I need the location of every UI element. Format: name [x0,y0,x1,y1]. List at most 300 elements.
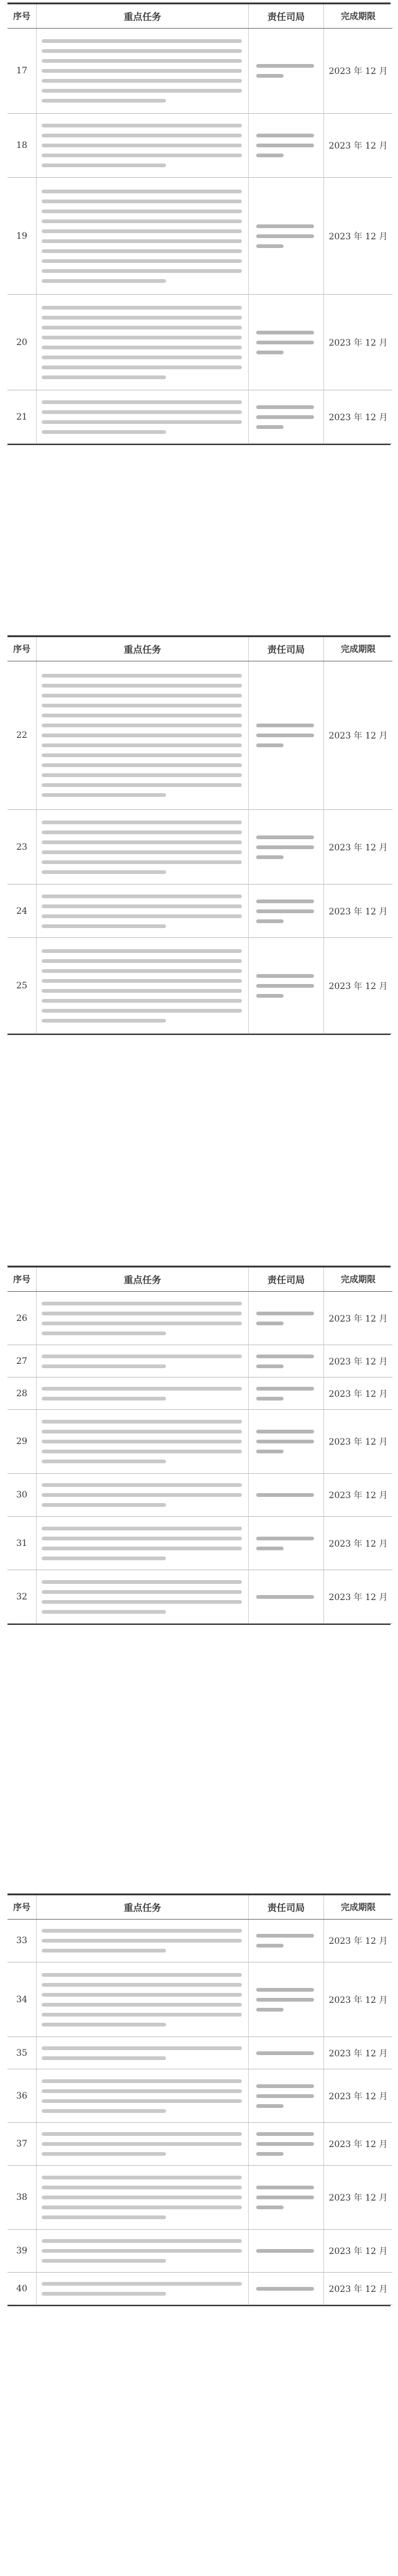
row-number [7,1292,37,1345]
deadline-text: 2023 年 12 月 [328,1592,388,1603]
illegible-text-line [256,1493,314,1497]
responsible-department [249,295,324,390]
responsible-department [249,1292,324,1345]
deadline [324,2273,393,2305]
illegible-text-line [42,850,242,854]
responsible-department [249,2069,324,2123]
table-row [7,1517,392,1570]
responsible-department [249,2123,324,2166]
illegible-text-line [256,1998,314,2002]
illegible-text-line [256,244,284,248]
row-number [7,1378,37,1410]
deadline-text: 2023 年 12 月 [328,1491,388,1501]
illegible-text-line [256,1450,284,1453]
illegible-text-line [256,984,314,988]
illegible-text-line [42,69,242,73]
row-number [7,1474,37,1517]
illegible-text-line [42,674,242,678]
illegible-text-line [256,1364,284,1368]
responsible-department [249,1920,324,1962]
row-number [7,2123,37,2166]
deadline-text: 2023 年 12 月 [328,842,388,853]
illegible-text-line [256,835,314,839]
illegible-text-line [256,2008,284,2012]
deadline-text: 2023 年 12 月 [328,1313,388,1324]
row-number [7,178,37,295]
illegible-text-line [42,1397,166,1401]
column-header-task: 重点任务 [37,1267,249,1292]
illegible-text-line [42,1527,242,1530]
table-row [7,885,392,938]
illegible-text-line [42,793,166,797]
row-number-text: 37 [16,2139,27,2149]
deadline-text: 2023 年 12 月 [328,981,388,991]
task-description [37,29,249,114]
row-number [7,2069,37,2123]
illegible-text-line [256,154,284,157]
illegible-text-line [42,2215,166,2219]
column-header-due: 完成期限 [324,637,393,661]
illegible-text-line [42,356,242,359]
task-description [37,810,249,885]
illegible-text-line [256,74,284,78]
table-row [7,390,392,444]
responsible-department [249,938,324,1034]
column-header-no: 序号 [7,1895,37,1920]
illegible-text-line [42,2196,242,2199]
illegible-text-line [42,249,242,253]
task-table [7,637,392,1034]
illegible-text-line [256,2132,314,2136]
deadline [324,2069,393,2123]
illegible-text-line [42,821,242,824]
row-number-text: 36 [16,2091,27,2101]
task-table [7,1267,392,1624]
illegible-text-line [256,2152,284,2156]
illegible-text-line [42,959,242,963]
illegible-text-line [42,410,242,414]
illegible-text-line [42,1547,242,1550]
illegible-text-line [42,2186,242,2189]
table-page-3 [7,1266,391,1625]
deadline [324,2166,393,2230]
deadline [324,1570,393,1624]
task-description [37,2230,249,2273]
illegible-text-line [42,1590,242,1594]
deadline [324,29,393,114]
row-number-text: 28 [16,1388,27,1399]
table-row [7,2166,392,2230]
row-number-text: 32 [16,1591,27,1602]
row-number-text: 18 [16,140,27,150]
deadline [324,661,393,810]
row-number [7,2037,37,2069]
illegible-text-line [42,306,242,310]
illegible-text-line [42,1364,166,1368]
row-number-text: 19 [16,231,27,241]
illegible-text-line [42,2013,242,2017]
responsible-department [249,661,324,810]
illegible-text-line [42,346,242,349]
illegible-text-line [42,949,242,953]
deadline [324,1378,393,1410]
illegible-text-line [256,734,314,737]
illegible-text-line [42,79,242,83]
illegible-text-line [42,229,242,233]
illegible-text-line [256,1355,314,1358]
illegible-text-line [256,1595,314,1599]
responsible-department [249,114,324,178]
illegible-text-line [256,919,284,923]
deadline-text: 2023 年 12 月 [328,1539,388,1549]
illegible-text-line [42,219,242,223]
illegible-text-line [256,331,314,334]
illegible-text-line [42,190,242,193]
column-header-dept: 责任司局 [249,637,324,661]
illegible-text-line [42,89,242,93]
illegible-text-line [42,743,242,747]
table-page-2 [7,635,391,1035]
deadline-text: 2023 年 12 月 [328,2247,388,2256]
row-number-text: 17 [16,66,27,76]
table-row [7,1345,392,1378]
deadline [324,2230,393,2273]
illegible-text-line [256,845,314,849]
deadline-text: 2023 年 12 月 [328,2091,388,2102]
illegible-text-line [42,2249,242,2253]
illegible-text-line [42,316,242,320]
illegible-text-line [42,200,242,203]
illegible-text-line [42,724,242,727]
deadline-text: 2023 年 12 月 [328,731,388,741]
task-description [37,1410,249,1474]
illegible-text-line [42,1537,242,1540]
responsible-department [249,2273,324,2305]
illegible-text-line [42,2046,242,2050]
illegible-text-line [42,420,242,424]
row-number-text: 34 [16,1994,27,2005]
illegible-text-line [42,2282,242,2286]
illegible-text-line [256,1430,314,1433]
row-number [7,1920,37,1962]
task-description [37,661,249,810]
illegible-text-line [42,1610,166,1614]
responsible-department [249,2230,324,2273]
illegible-text-line [42,269,242,273]
illegible-text-line [42,144,242,147]
illegible-text-line [256,2287,314,2291]
illegible-text-line [42,1009,242,1013]
row-number-text: 27 [16,1356,27,1366]
task-description [37,1378,249,1410]
illegible-text-line [256,855,284,859]
task-description [37,390,249,444]
illegible-text-line [42,830,242,834]
table-page-1 [7,2,391,445]
row-number-text: 40 [16,2283,27,2294]
illegible-text-line [256,2142,314,2146]
illegible-text-line [42,1430,242,1433]
row-number [7,1570,37,1624]
illegible-text-line [42,2239,242,2243]
illegible-text-line [42,2079,242,2083]
illegible-text-line [42,2292,166,2296]
deadline [324,178,393,295]
illegible-text-line [42,336,242,339]
task-description [37,1345,249,1378]
illegible-text-line [42,154,242,157]
responsible-department [249,1378,324,1410]
illegible-text-line [256,994,284,998]
illegible-text-line [42,714,242,717]
task-description [37,2273,249,2305]
illegible-text-line [42,279,166,283]
illegible-text-line [256,144,314,147]
task-table [7,4,392,444]
illegible-text-line [256,64,314,68]
row-number [7,29,37,114]
deadline [324,1920,393,1962]
row-number [7,1345,37,1378]
table-row [7,1292,392,1345]
illegible-text-line [42,763,242,767]
illegible-text-line [42,2023,166,2026]
illegible-text-line [42,860,242,864]
illegible-text-line [256,899,314,903]
illegible-text-line [256,415,314,419]
illegible-text-line [42,124,242,127]
illegible-text-line [42,1503,166,1507]
table-row [7,178,392,295]
illegible-text-line [256,1397,284,1401]
deadline-text: 2023 年 12 月 [328,231,388,242]
deadline-text: 2023 年 12 月 [328,1936,388,1946]
illegible-text-line [256,974,314,978]
task-description [37,114,249,178]
deadline-text: 2023 年 12 月 [328,67,388,76]
row-number-text: 24 [16,906,27,916]
column-header-due: 完成期限 [324,1267,393,1292]
task-description [37,295,249,390]
illegible-text-line [256,1312,314,1315]
row-number-text: 39 [16,2246,27,2256]
illegible-text-line [42,326,242,329]
illegible-text-line [256,405,314,409]
illegible-text-line [256,2206,284,2209]
deadline-text: 2023 年 12 月 [328,1389,388,1399]
table-row [7,29,392,114]
illegible-text-line [42,1355,242,1358]
illegible-text-line [256,1547,284,1550]
illegible-text-line [42,1332,166,1335]
table-row [7,938,392,1034]
deadline [324,1345,393,1378]
column-header-due: 完成期限 [324,4,393,29]
table-header-row [7,637,392,661]
row-number [7,390,37,444]
illegible-text-line [42,1580,242,1584]
column-header-task: 重点任务 [37,4,249,29]
deadline [324,885,393,938]
task-description [37,178,249,295]
deadline-text: 2023 年 12 月 [328,906,388,917]
illegible-text-line [42,134,242,137]
illegible-text-line [42,870,166,874]
illegible-text-line [42,2056,166,2060]
illegible-text-line [42,2099,242,2103]
illegible-text-line [42,704,242,707]
row-number-text: 33 [16,1936,27,1946]
responsible-department [249,1474,324,1517]
task-description [37,885,249,938]
task-description [37,2123,249,2166]
illegible-text-line [42,2206,242,2209]
illegible-text-line [42,999,242,1003]
illegible-text-line [42,163,166,167]
illegible-text-line [42,1973,242,1977]
table-row [7,1570,392,1624]
illegible-text-line [42,259,242,263]
illegible-text-line [256,341,314,344]
table-row [7,295,392,390]
table-header-row [7,4,392,29]
row-number-text: 31 [16,1538,27,1548]
deadline-text: 2023 年 12 月 [328,1995,388,2005]
row-number [7,1410,37,1474]
row-number [7,1517,37,1570]
illegible-text-line [42,1302,242,1305]
illegible-text-line [256,234,314,238]
row-number-text: 35 [16,2048,27,2058]
row-number-text: 30 [16,1490,27,1500]
illegible-text-line [256,724,314,727]
deadline [324,2123,393,2166]
deadline-text: 2023 年 12 月 [328,1437,388,1447]
column-header-task: 重点任务 [37,637,249,661]
deadline-text: 2023 年 12 月 [328,1356,388,1367]
table-row [7,1410,392,1474]
task-description [37,1962,249,2037]
responsible-department [249,390,324,444]
illegible-text-line [42,39,242,43]
deadline-text: 2023 年 12 月 [328,2284,388,2294]
responsible-department [249,1570,324,1624]
column-header-no: 序号 [7,637,37,661]
illegible-text-line [42,1312,242,1315]
deadline [324,2037,393,2069]
task-description [37,938,249,1034]
deadline-text: 2023 年 12 月 [328,338,388,348]
illegible-text-line [42,1387,242,1391]
illegible-text-line [42,1939,242,1943]
illegible-text-line [256,425,284,429]
deadline-text: 2023 年 12 月 [328,2193,388,2203]
deadline [324,390,393,444]
table-header-row [7,1895,392,1920]
column-header-dept: 责任司局 [249,1267,324,1292]
illegible-text-line [42,989,242,993]
row-number [7,938,37,1034]
illegible-text-line [256,2084,314,2088]
deadline-text: 2023 年 12 月 [328,141,388,151]
responsible-department [249,810,324,885]
illegible-text-line [42,1949,166,1953]
illegible-text-line [42,1600,242,1604]
illegible-text-line [42,99,166,103]
illegible-text-line [42,1929,242,1933]
illegible-text-line [42,2003,242,2007]
illegible-text-line [42,840,242,844]
illegible-text-line [42,375,166,379]
illegible-text-line [42,734,242,737]
row-number-text: 26 [16,1313,27,1323]
illegible-text-line [42,1440,242,1443]
deadline-text: 2023 年 12 月 [328,2140,388,2150]
illegible-text-line [256,2186,314,2189]
illegible-text-line [256,1944,284,1948]
row-number [7,810,37,885]
illegible-text-line [42,895,242,898]
deadline [324,1474,393,1517]
illegible-text-line [256,743,284,747]
table-row [7,810,392,885]
row-number [7,2230,37,2273]
table-row [7,2123,392,2166]
table-row [7,2273,392,2305]
deadline [324,1517,393,1570]
deadline-text: 2023 年 12 月 [328,2048,388,2059]
illegible-text-line [42,2176,242,2179]
illegible-text-line [42,239,242,243]
table-header-row [7,1267,392,1292]
illegible-text-line [256,2249,314,2253]
row-number [7,1962,37,2037]
illegible-text-line [42,2132,242,2136]
illegible-text-line [256,1988,314,1992]
illegible-text-line [42,2259,166,2263]
illegible-text-line [42,1460,166,1463]
illegible-text-line [42,783,242,787]
row-number [7,885,37,938]
illegible-text-line [256,224,314,228]
deadline [324,1410,393,1474]
illegible-text-line [42,2142,242,2146]
column-header-no: 序号 [7,1267,37,1292]
illegible-text-line [42,366,242,369]
row-number-text: 20 [16,337,27,347]
illegible-text-line [256,134,314,137]
task-description [37,1292,249,1345]
illegible-text-line [256,2051,314,2055]
column-header-no: 序号 [7,4,37,29]
illegible-text-line [42,904,242,908]
row-number [7,114,37,178]
row-number-text: 25 [16,980,27,991]
illegible-text-line [256,351,284,354]
illegible-text-line [42,1983,242,1987]
illegible-text-line [42,684,242,688]
row-number [7,295,37,390]
illegible-text-line [256,2196,314,2199]
row-number-text: 38 [16,2192,27,2202]
illegible-text-line [42,1993,242,1997]
table-row [7,1378,392,1410]
responsible-department [249,2166,324,2230]
table-row [7,114,392,178]
responsible-department [249,29,324,114]
illegible-text-line [256,1322,284,1325]
illegible-text-line [42,1557,166,1560]
